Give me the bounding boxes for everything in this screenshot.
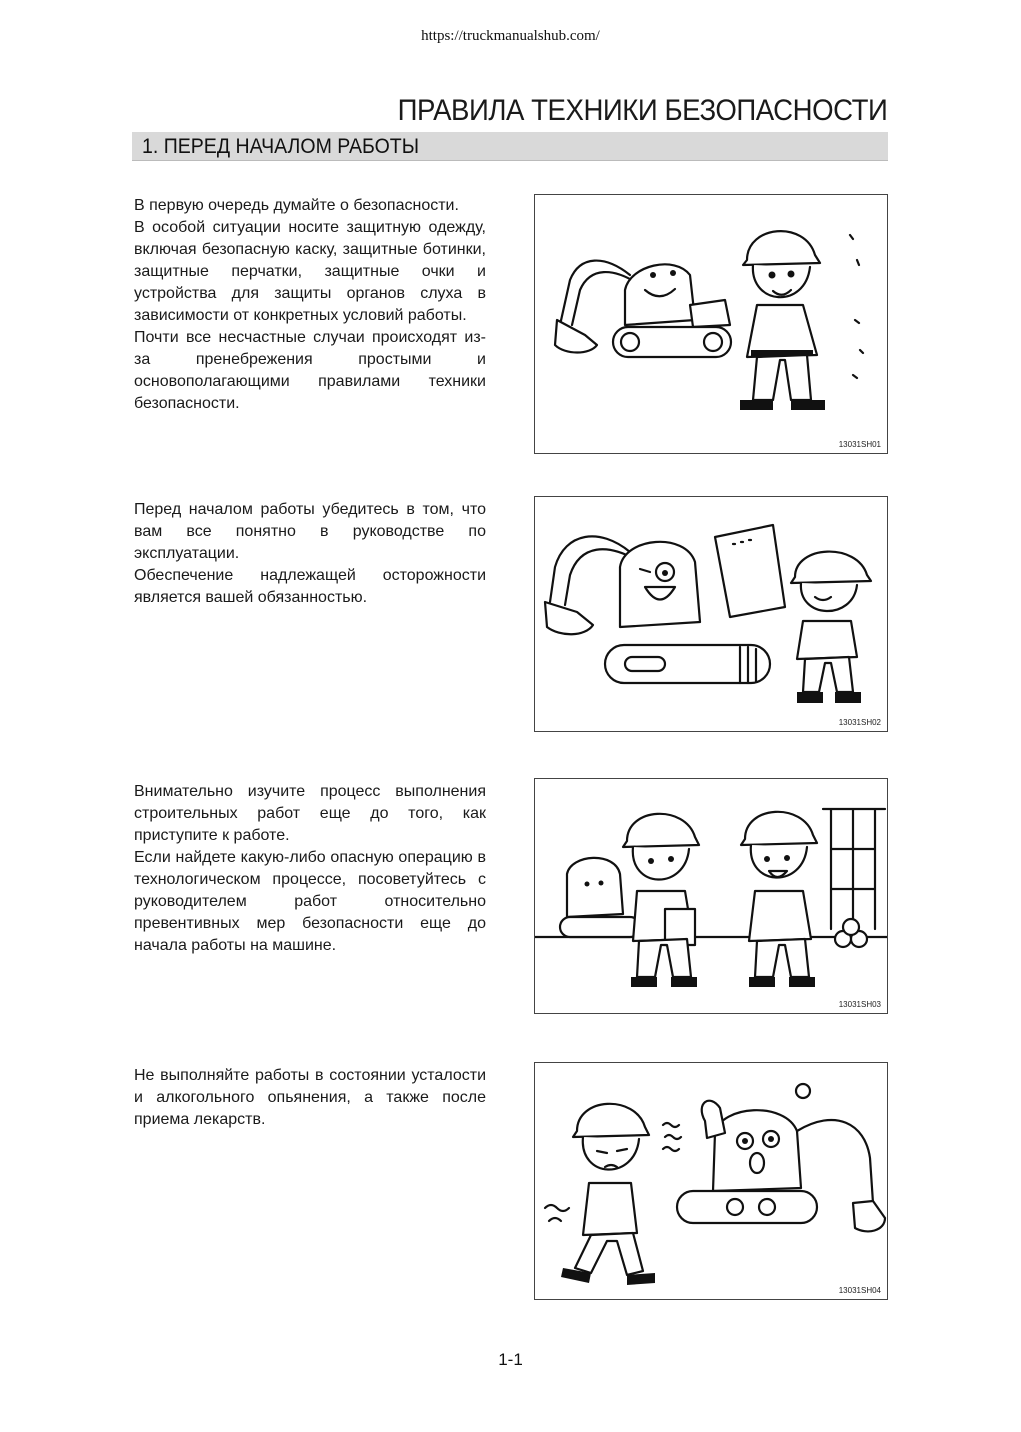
figure-id: 13031SH01 bbox=[838, 440, 881, 449]
paragraph: В особой ситуации носите защитную одежду, включая безопасную каску, защитные ботинки, защитные перчатки, защитные очки и устройства для защиты органов слуха в зависимости от конкретных условий работы. bbox=[134, 219, 486, 324]
paragraph: В первую очередь думайте о безопасности. bbox=[134, 197, 459, 214]
illustration-1 bbox=[534, 194, 888, 454]
cartoon-workers-planning-illustration bbox=[535, 779, 887, 1013]
cartoon-excavator-manual-illustration bbox=[535, 497, 887, 731]
text-block-3 bbox=[134, 781, 486, 957]
paragraph: Внимательно изучите процесс выполнения строительных работ еще до того, как приступите к работе. bbox=[134, 783, 486, 844]
illustration-2 bbox=[534, 496, 888, 732]
section-header-bar bbox=[132, 132, 888, 161]
figure-id: 13031SH04 bbox=[838, 1286, 881, 1295]
section-title: 1. ПЕРЕД НАЧАЛОМ РАБОТЫ bbox=[142, 135, 420, 158]
text-block-1 bbox=[134, 195, 486, 415]
text-block-2 bbox=[134, 499, 486, 609]
page-number: 1-1 bbox=[498, 1350, 523, 1369]
paragraph: Почти все несчастные случаи происходят из-за пренебрежения простыми и основополагающими правилами техники безопасности. bbox=[134, 329, 486, 412]
source-url[interactable]: https://truckmanualshub.com/ bbox=[421, 28, 600, 44]
illustration-4 bbox=[534, 1062, 888, 1300]
paragraph: Обеспечение надлежащей осторожности является вашей обязанностью. bbox=[134, 567, 486, 606]
page-title: ПРАВИЛА ТЕХНИКИ БЕЗОПАСНОСТИ bbox=[397, 94, 887, 127]
illustration-3 bbox=[534, 778, 888, 1014]
paragraph: Если найдете какую-либо опасную операцию в технологическом процессе, посоветуйтесь с руководителем работ относительно превентивных мер безопасности еще до начала работы на машине. bbox=[134, 849, 486, 954]
paragraph: Перед началом работы убедитесь в том, что вам все понятно в руководстве по эксплуатации. bbox=[134, 501, 486, 562]
figure-id: 13031SH03 bbox=[838, 1000, 881, 1009]
figure-id: 13031SH02 bbox=[838, 718, 881, 727]
cartoon-excavator-worker-illustration bbox=[535, 195, 887, 453]
cartoon-tired-worker-illustration bbox=[535, 1063, 887, 1299]
text-block-4 bbox=[134, 1065, 486, 1131]
paragraph: Не выполняйте работы в состоянии усталости и алкогольного опьянения, а также после приема лекарств. bbox=[134, 1067, 486, 1128]
